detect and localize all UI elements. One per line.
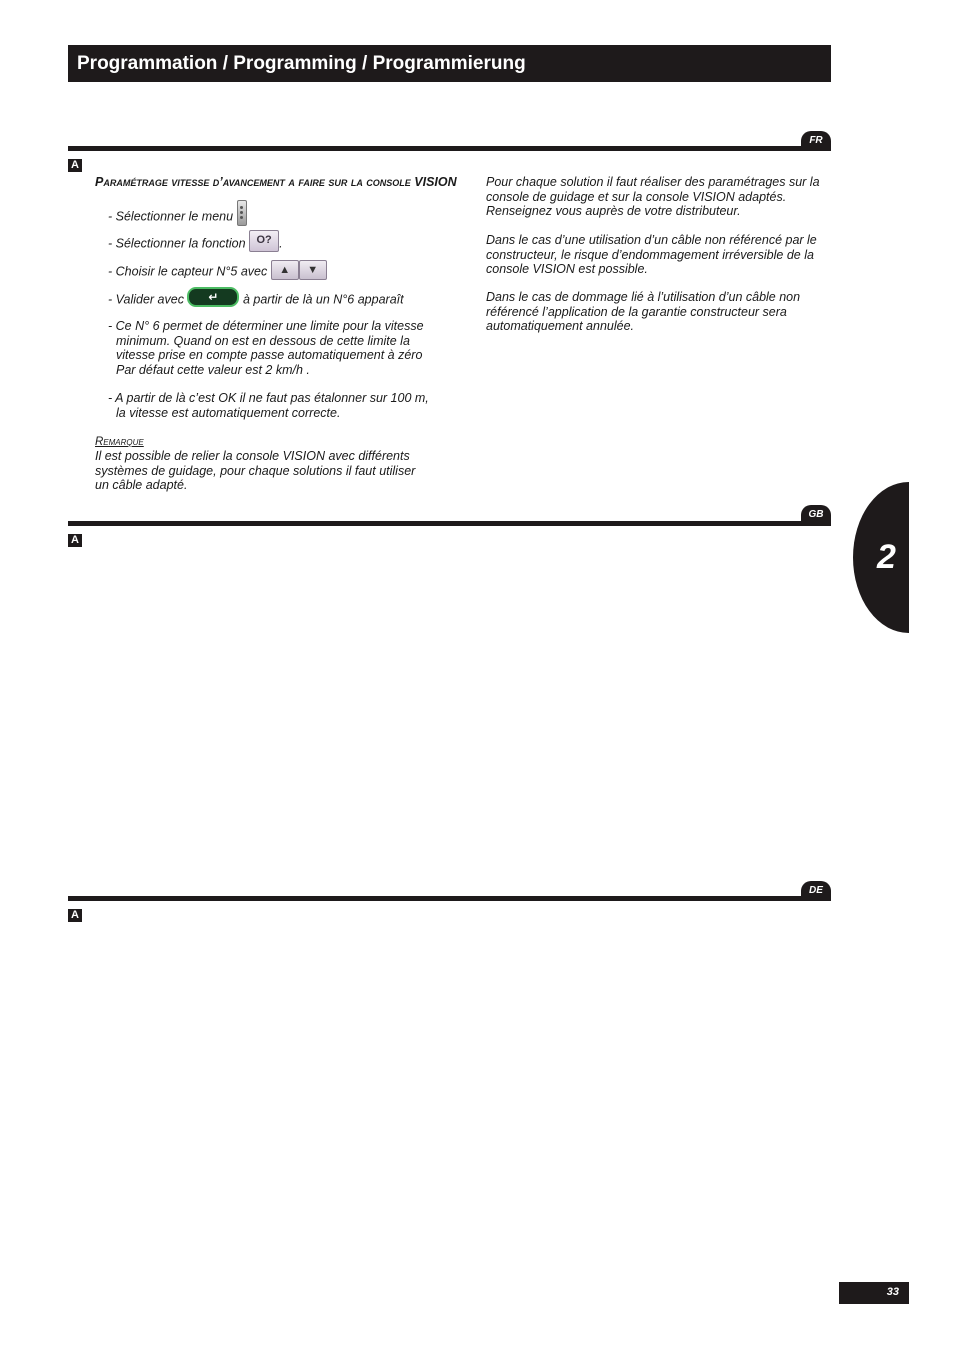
fr-remark-l1: Il est possible de relier la console VISION avec différents — [95, 449, 410, 463]
menu-icon — [237, 200, 247, 226]
fr-remark-body — [95, 449, 445, 493]
fr-step-2-end: . — [279, 236, 283, 251]
header-bar — [68, 45, 831, 82]
section-marker-fr: A — [68, 159, 82, 172]
fr-step-3-text: - Choisir le capteur N°5 avec — [108, 264, 268, 279]
fr-step-5-l4: Par défaut cette valeur est 2 km/h . — [116, 362, 310, 377]
fr-step-2 — [108, 233, 283, 255]
fr-remark-title: Remarque — [95, 436, 144, 448]
section-rule-fr — [68, 146, 831, 151]
enter-icon: ↵ — [187, 287, 239, 307]
fr-right-paragraph-1 — [486, 175, 831, 219]
fr-step-6 — [108, 391, 448, 420]
lang-tab-de: DE — [801, 881, 831, 900]
fr-step-1-text: - Sélectionner le menu — [108, 209, 234, 224]
section-rule-de — [68, 896, 831, 901]
fr-step-6-l2: la vitesse est automatiquement correcte. — [116, 405, 341, 420]
page-number: 33 — [886, 1286, 899, 1298]
page-title: Programmation / Programming / Programmierung — [77, 53, 526, 74]
fr-step-1 — [108, 204, 247, 230]
fr-right-p1-l1: Pour chaque solution il faut réaliser des paramétrages sur la — [486, 175, 820, 189]
fr-right-p2-l1: Dans le cas d’une utilisation d’un câble non référencé par le — [486, 233, 817, 247]
fr-remark-l3: un câble adapté. — [95, 478, 188, 492]
fr-right-p1-l2: console de guidage et sur la console VISION adaptés. — [486, 189, 787, 204]
section-marker-de: A — [68, 909, 82, 922]
fr-right-paragraph-3 — [486, 290, 831, 334]
lang-tab-gb: GB — [801, 505, 831, 524]
chapter-number: 2 — [877, 538, 896, 576]
section-rule-gb — [68, 521, 831, 526]
fr-right-p3-l1: Dans le cas de dommage lié à l’utilisation d’un câble non — [486, 290, 801, 304]
lang-tab-fr: FR — [801, 131, 831, 150]
fr-right-p2-l2: constructeur, le risque d’endommagement irréversible de la — [486, 247, 814, 262]
fr-right-p2-l3: console VISION est possible. — [486, 262, 648, 276]
fr-step-2-text: - Sélectionner la fonction — [108, 236, 246, 251]
fr-heading: Paramétrage vitesse d’avancement a faire sur la console VISION — [95, 175, 457, 189]
section-marker-gb: A — [68, 534, 82, 547]
fr-right-p3-l2: référencé l’application de la garantie constructeur sera — [486, 304, 787, 319]
fr-step-4-end: à partir de là un N°6 apparaît — [242, 292, 404, 307]
arrow-down-icon: ▼ — [299, 260, 327, 280]
fr-step-4 — [108, 290, 404, 310]
fr-right-p1-l3: Renseignez vous auprès de votre distributeur. — [486, 204, 741, 218]
fr-step-6-l1: - A partir de là c’est OK il ne faut pas étalonner sur 100 m, — [108, 391, 429, 405]
arrow-up-icon: ▲ — [271, 260, 299, 280]
fr-remark-l2: systèmes de guidage, pour chaque solutions il faut utiliser — [95, 463, 416, 478]
fr-step-3 — [108, 262, 327, 282]
page-number-box — [839, 1282, 909, 1304]
fr-step-4-text: - Valider avec — [108, 292, 184, 307]
fr-step-5 — [108, 319, 448, 377]
fr-step-5-l3: vitesse prise en compte passe automatiquement à zéro — [116, 348, 423, 362]
function-settings-icon: O? — [249, 230, 279, 252]
fr-right-paragraph-2 — [486, 233, 831, 277]
fr-step-5-l1: - Ce N° 6 permet de déterminer une limite pour la vitesse — [108, 319, 424, 333]
chapter-tab — [853, 482, 909, 633]
fr-right-p3-l3: automatiquement annulée. — [486, 319, 635, 333]
fr-step-5-l2: minimum. Quand on est en dessous de cette limite la — [116, 333, 410, 348]
